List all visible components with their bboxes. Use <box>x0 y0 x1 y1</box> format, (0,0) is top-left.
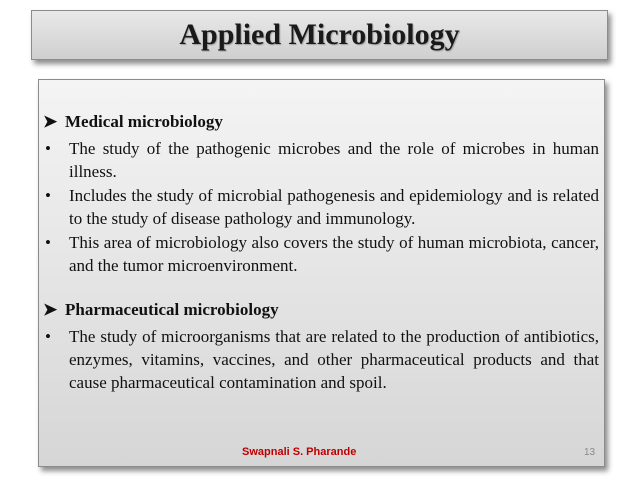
bullet-dot-icon: • <box>45 186 51 205</box>
bullet-dot-icon: • <box>45 327 51 346</box>
section-heading-label: Pharmaceutical microbiology <box>65 300 279 319</box>
slide-title-banner <box>31 10 608 60</box>
arrow-bullet-icon: ➤ <box>43 112 58 131</box>
slide-content <box>43 110 599 395</box>
list-item-text: The study of the pathogenic microbes and the role of microbes in human illness. <box>69 139 599 181</box>
slide-title: Applied Microbiology <box>179 18 460 51</box>
section-heading-label: Medical microbiology <box>65 112 223 131</box>
list-item-text: This area of microbiology also covers the study of human microbiota, cancer, and the tumor microenvironment. <box>69 233 599 275</box>
footer-author: Swapnali S. Pharande <box>242 446 357 458</box>
bullet-dot-icon: • <box>45 139 51 158</box>
section-heading-pharmaceutical <box>43 298 599 321</box>
list-item-text: The study of microorganisms that are related to the production of antibiotics, enzymes, vitamins, vaccines, and other pharmaceutical products and that cause pharmaceutical contamination and spoil. <box>69 327 599 392</box>
slide-content-panel <box>38 79 605 467</box>
list-item <box>43 231 599 277</box>
bullet-dot-icon: • <box>45 233 51 252</box>
arrow-bullet-icon: ➤ <box>43 300 58 319</box>
list-item <box>43 137 599 183</box>
list-item-text: Includes the study of microbial pathogenesis and epidemiology and is related to the study of disease pathology and immunology. <box>69 186 599 228</box>
slide-page-number: 13 <box>584 447 596 458</box>
list-item <box>43 325 599 394</box>
list-item <box>43 184 599 230</box>
section-heading-medical <box>43 110 599 133</box>
